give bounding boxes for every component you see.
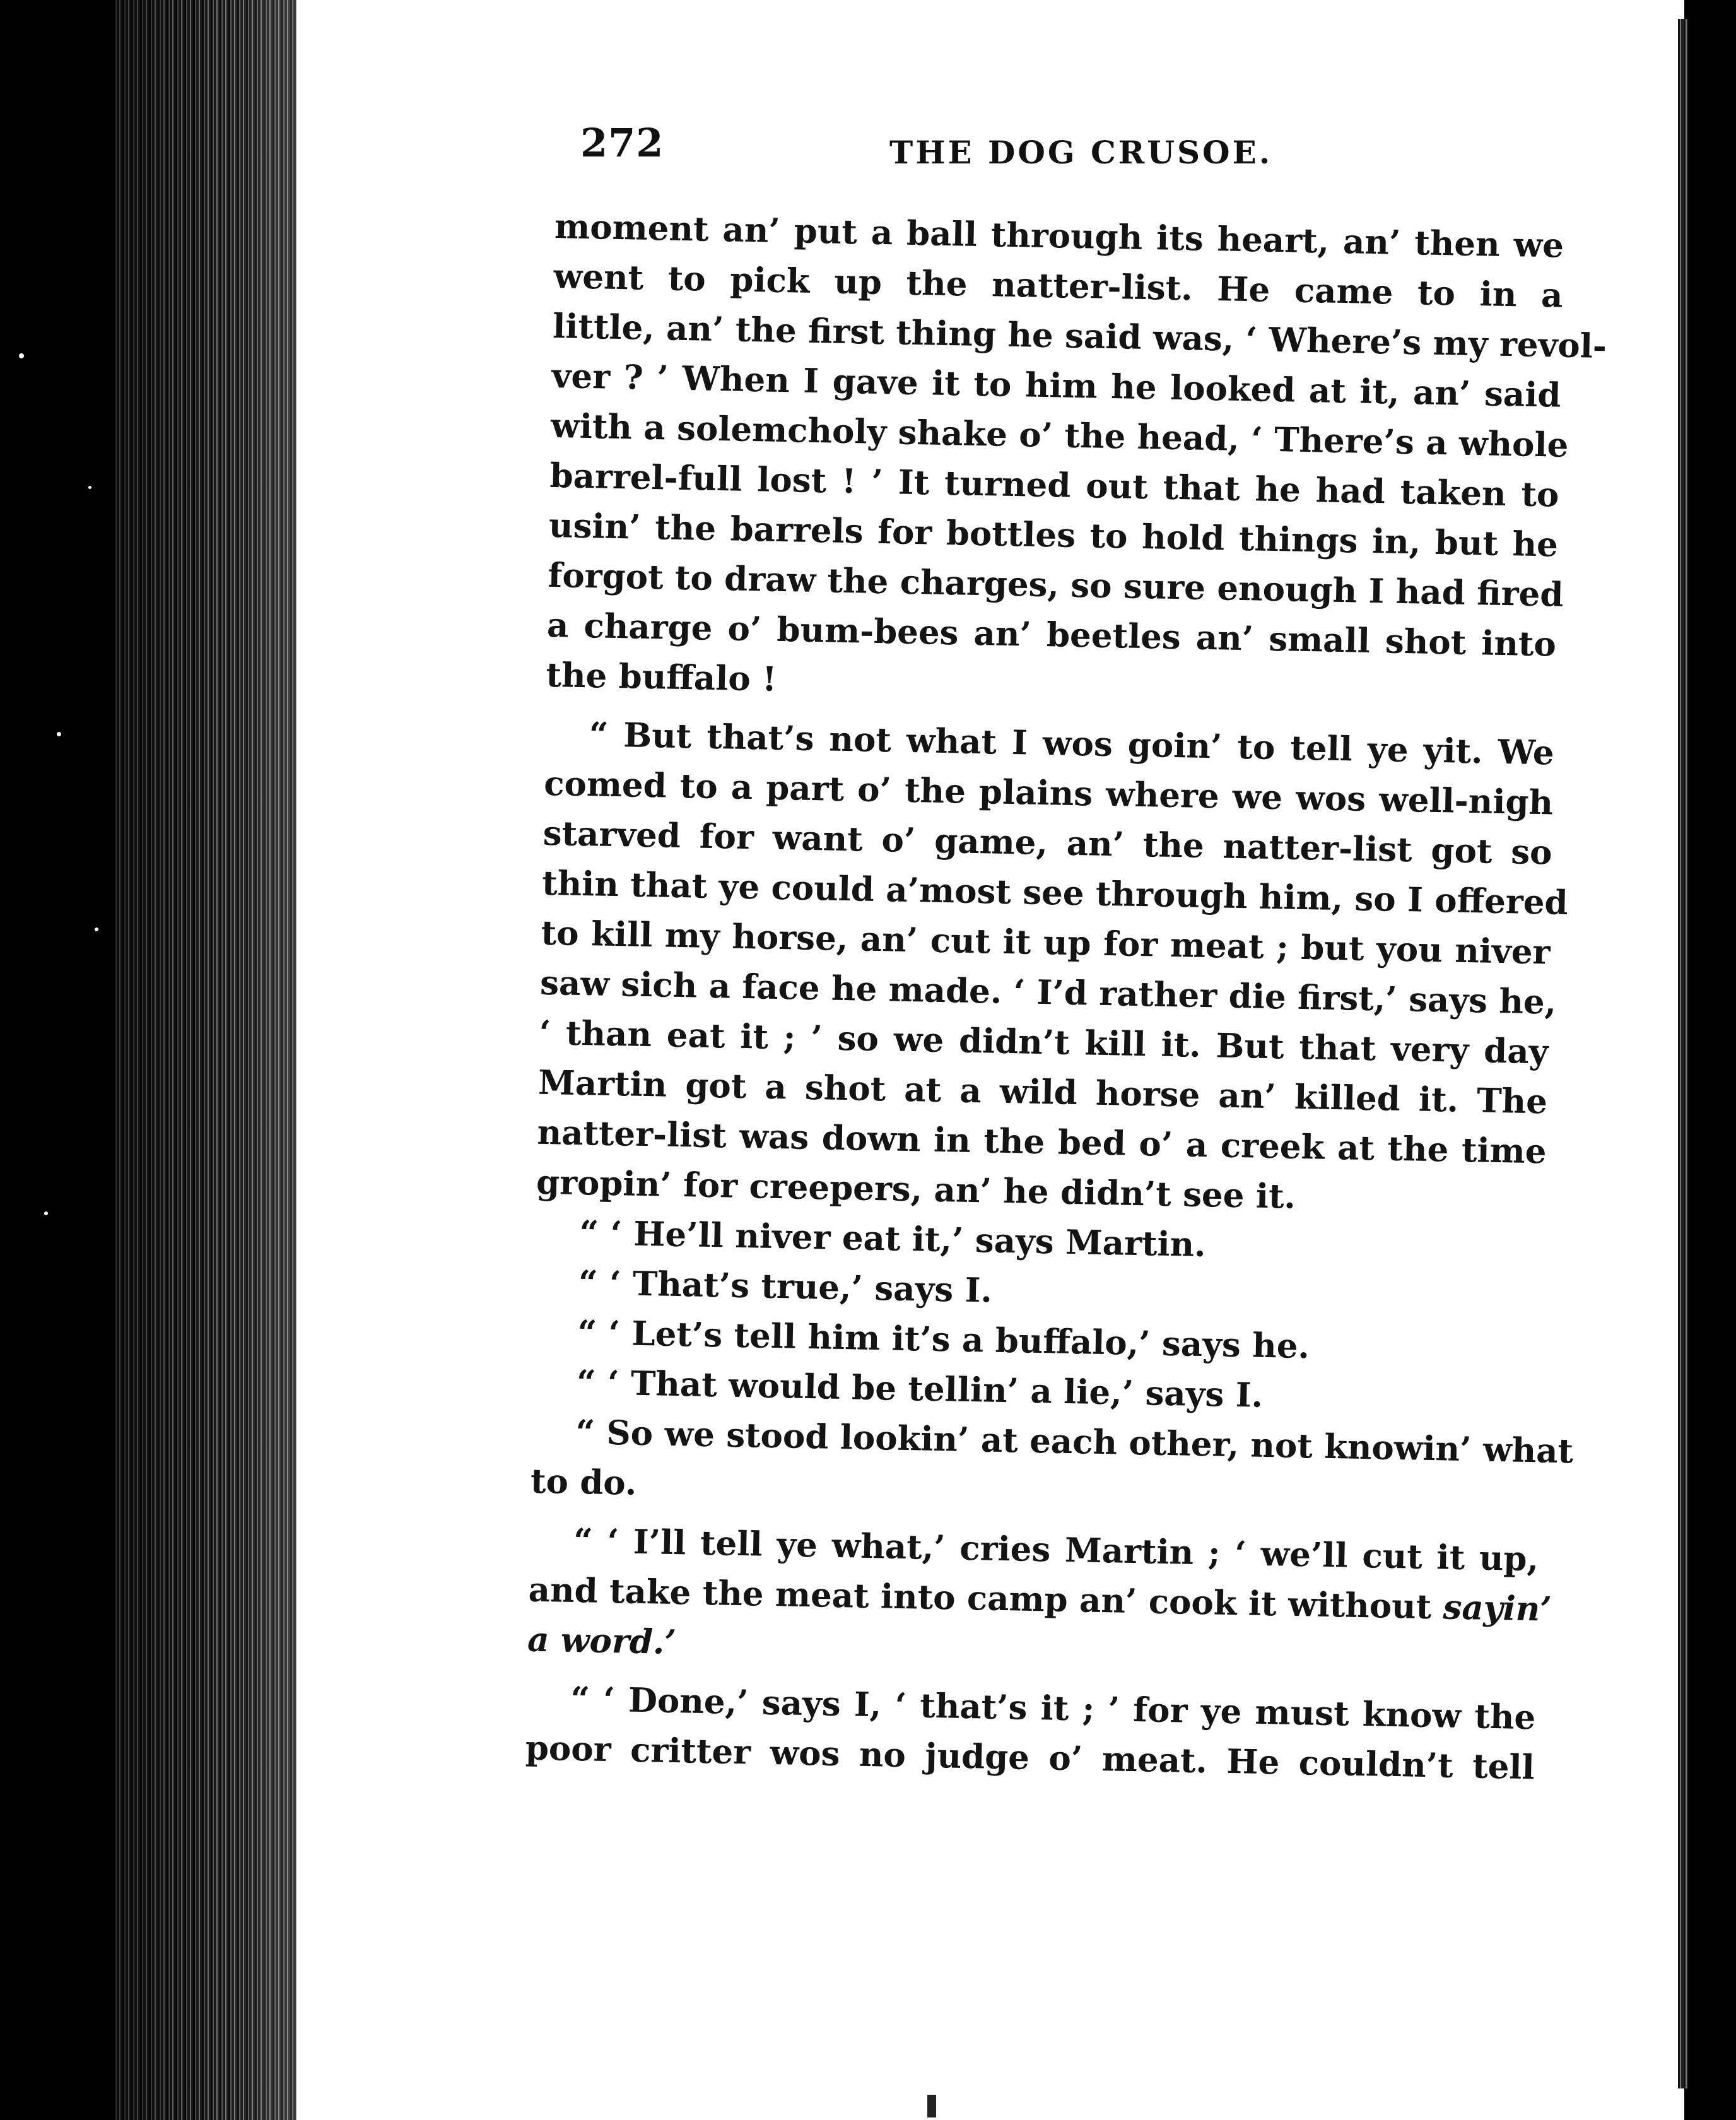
body-text [525,202,1607,1793]
text-line: usin’ the barrels for bottles to hold things in, but he [548,505,1559,565]
text-line: the buffalo ! [546,655,777,699]
running-head [580,120,1508,177]
dust-speck [19,353,24,358]
text-line: poor critter wos no judge o’ meat. He couldn’t tell [525,1728,1535,1787]
text-line: moment an’ put a ball through its heart, an’ then we [554,206,1564,266]
text-line: saw sich a face he made. ‘ I’d rather die first,’ says he, [539,963,1557,1022]
text-line: ‘ than eat it ; ’ so we didn’t kill it. But that very day [539,1013,1549,1072]
dust-speck [95,928,98,931]
page-number: 272 [580,120,664,166]
text-line: little, an’ the first thing he said was, ‘ Where’s my revol- [552,306,1607,367]
scan-border-right [1688,0,1736,2120]
italic-text-line: a word.’ [527,1620,677,1663]
text-line: “ But that’s not what I wos goin’ to tell ye yit. We [589,715,1555,773]
text-line: “ ‘ That’s true,’ says I. [578,1263,993,1310]
text-line: to kill my horse, an’ cut it up for meat ; but you niver [541,913,1551,972]
text-line: “ ‘ Done,’ says I, ‘ that’s it ; ’ for ye must know the [570,1679,1536,1738]
text-line: comed to a part o’ the plains where we wos well-nigh [543,763,1554,823]
text-line: natter-list was down in the bed o’ a creek at the time [537,1112,1547,1172]
text-line: ver ? ’ When I gave it to him he looked at it, an’ said [551,356,1562,415]
page-right-edge [1678,19,1688,2088]
text-line: thin that ye could a’most see through him, so I offered [541,863,1569,923]
text-line: barrel-full lost ! ’ It turned out that he had taken to [549,456,1559,515]
text-line: a charge o’ bum-bees an’ beetles an’ small shot into [546,605,1557,664]
text-line: gropin’ for creepers, an’ he didn’t see it. [536,1162,1296,1216]
text-line: starved for want o’ game, an’ the natter-list got so [542,813,1553,873]
text-line: “ ‘ He’ll niver eat it,’ says Martin. [579,1213,1207,1265]
dust-speck [88,486,91,489]
text-line: Martin got a shot at a wild horse an’ killed it. The [537,1063,1548,1122]
dust-speck [44,1211,48,1215]
italic-text: sayin’ [1443,1587,1552,1629]
text-line: “ ‘ I’ll tell ye what,’ cries Martin ; ‘ we’ll cut it up, [573,1521,1539,1579]
text-line: “ So we stood lookin’ at each other, not knowin’ what [575,1412,1574,1471]
text-line: “ ‘ Let’s tell him it’s a buffalo,’ says he. [577,1313,1310,1367]
running-title: THE DOG CRUSOE. [889,134,1273,171]
fore-edge-shading [114,0,296,2120]
text-line: to do. [530,1461,637,1503]
text-segment: and take the meat into camp an’ cook it without [528,1570,1432,1627]
text-line: “ ‘ That would be tellin’ a lie,’ says I. [576,1363,1264,1415]
text-line: with a solemcholy shake o’ the head, ‘ There’s a whole [550,406,1569,465]
binding-mark [927,2095,936,2117]
dust-speck [57,732,61,736]
text-line: forgot to draw the charges, so sure enough I had fired [548,555,1564,615]
text-line: went to pick up the natter-list. He came to in a [553,256,1564,315]
